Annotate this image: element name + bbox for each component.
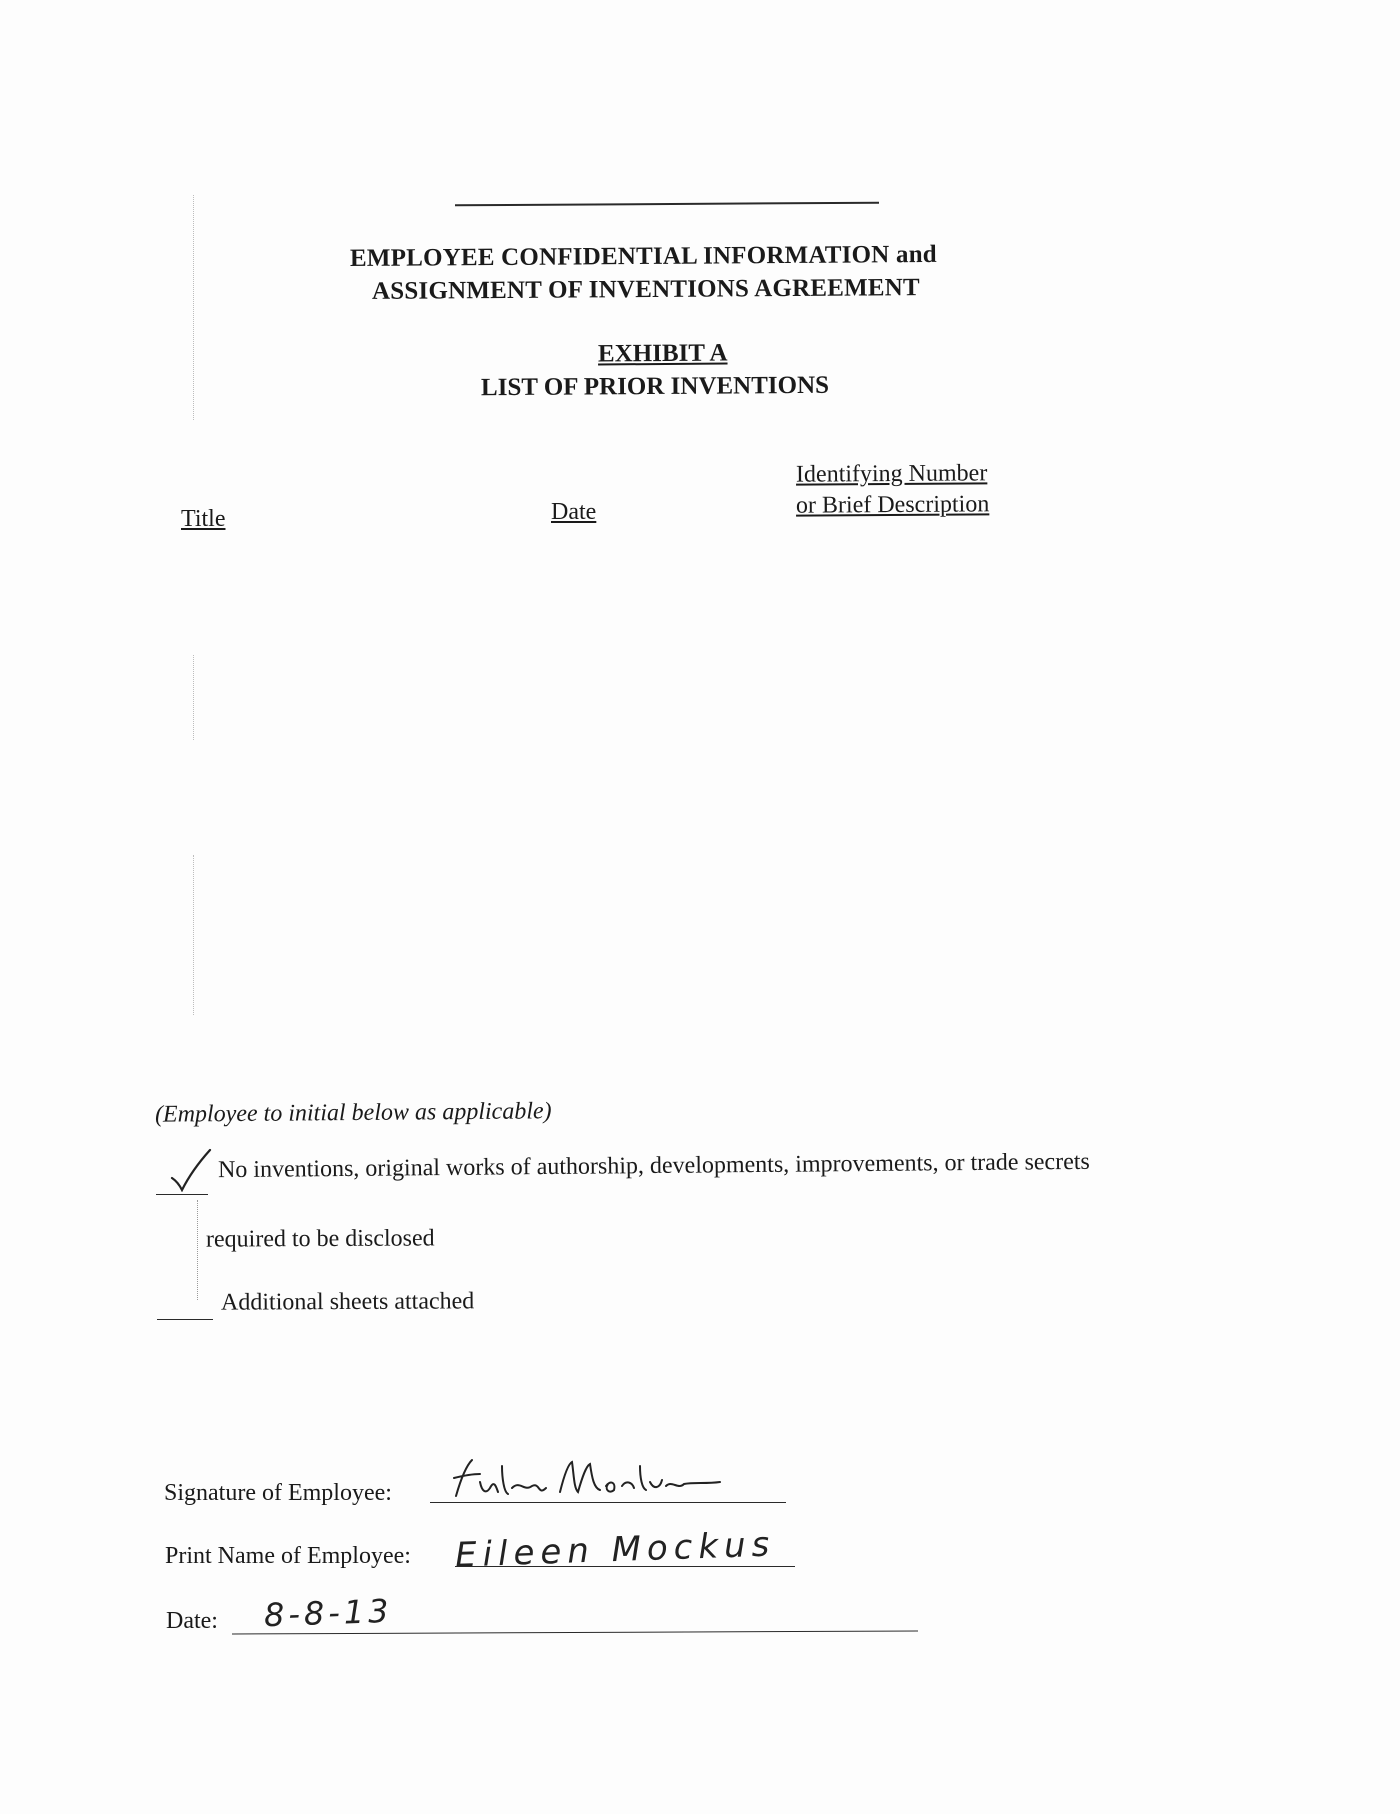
date-value: 8-8-13 — [263, 1591, 394, 1635]
print-name-label: Print Name of Employee: — [165, 1543, 411, 1569]
exhibit-label: EXHIBIT A — [597, 339, 728, 368]
column-header-identifier: Identifying Number — [795, 460, 988, 488]
column-header-identifier-continued: or Brief Description — [795, 491, 990, 519]
signature-label: Signature of Employee: — [164, 1480, 392, 1506]
option-additional-sheets: Additional sheets attached — [220, 1288, 475, 1316]
column-header-title: Title — [181, 506, 226, 532]
signature-line — [430, 1502, 786, 1503]
print-name-line — [455, 1566, 795, 1567]
scan-margin-marks — [193, 655, 194, 740]
header-rule — [455, 202, 879, 207]
document-title-line-1: EMPLOYEE CONFIDENTIAL INFORMATION and — [349, 240, 937, 273]
exhibit-subtitle: LIST OF PRIOR INVENTIONS — [480, 371, 830, 402]
option-no-inventions: No inventions, original works of authorship, developments, improvements, or trade secrets — [217, 1148, 1090, 1184]
print-name-value: Eileen Mockus — [454, 1524, 776, 1576]
checkmark-icon — [168, 1148, 216, 1192]
initial-line-no-inventions — [156, 1194, 208, 1195]
scan-margin-marks — [193, 195, 194, 420]
scan-margin-marks — [197, 1200, 198, 1300]
option-no-inventions-continued: required to be disclosed — [205, 1225, 435, 1253]
date-label: Date: — [166, 1608, 218, 1634]
scan-margin-marks — [193, 855, 194, 1015]
document-title-line-2: ASSIGNMENT OF INVENTIONS AGREEMENT — [371, 274, 920, 305]
handwritten-signature — [450, 1452, 730, 1512]
initial-line-additional-sheets — [157, 1319, 213, 1320]
initial-instruction: (Employee to initial below as applicable) — [154, 1098, 552, 1128]
column-header-date: Date — [551, 499, 597, 525]
